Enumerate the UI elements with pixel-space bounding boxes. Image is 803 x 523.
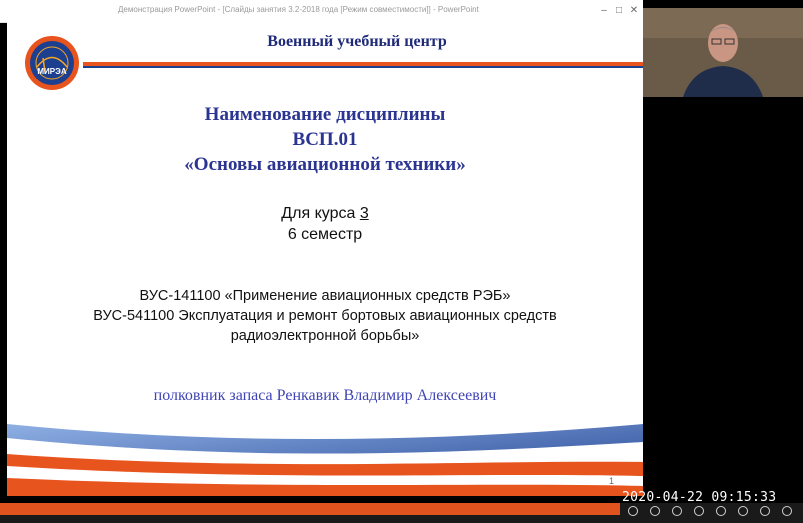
close-icon[interactable]: ✕	[629, 5, 639, 16]
prev-slide-icon[interactable]	[628, 506, 638, 516]
vus-line-1: ВУС-141100 «Применение авиационных средств РЭБ»	[139, 288, 511, 304]
header-title: Военный учебный центр	[267, 33, 447, 50]
minimize-icon[interactable]: –	[601, 5, 607, 16]
taskbar-orange-strip	[0, 503, 620, 515]
more-options-icon[interactable]	[760, 506, 770, 516]
author-line: полковник запаса Ренкавик Владимир Алексеевич	[153, 387, 497, 404]
semester-line: 6 семестр	[287, 226, 363, 243]
decorative-swoosh	[7, 402, 643, 496]
presenter-video	[643, 8, 803, 97]
window-title: Демонстрация PowerPoint - [Слайды занятия 3.2-2018 года [Режим совместимости]] - PowerPoint	[118, 5, 479, 14]
discipline-heading: Наименование дисциплины	[204, 104, 446, 125]
screen-icon[interactable]	[738, 506, 748, 516]
vus-line-3: радиоэлектронной борьбы»	[230, 328, 420, 344]
course-line	[7, 205, 643, 223]
webcam-feed	[643, 8, 803, 97]
discipline-name: «Основы авиационной техники»	[184, 154, 466, 175]
vus-line-2: ВУС-541100 Эксплуатация и ремонт бортовых авиационных средств	[93, 308, 557, 324]
next-slide-icon[interactable]	[650, 506, 660, 516]
slide-number: 1	[609, 476, 615, 486]
slides-grid-icon[interactable]	[694, 506, 704, 516]
course-prefix: Для курса	[281, 205, 360, 222]
discipline-code: ВСП.01	[292, 129, 358, 150]
settings-icon[interactable]	[782, 506, 792, 516]
pen-tool-icon[interactable]	[672, 506, 682, 516]
zoom-icon[interactable]	[716, 506, 726, 516]
recording-timestamp: 2020-04-22 09:15:33	[622, 490, 777, 505]
mirea-logo	[23, 34, 81, 92]
logo-text: МИРЭА	[37, 67, 67, 76]
slide-canvas[interactable]	[7, 22, 643, 496]
course-number: 3	[359, 205, 369, 222]
window-titlebar	[0, 0, 643, 23]
maximize-icon[interactable]: □	[615, 5, 623, 16]
header-divider-blue	[83, 66, 643, 68]
